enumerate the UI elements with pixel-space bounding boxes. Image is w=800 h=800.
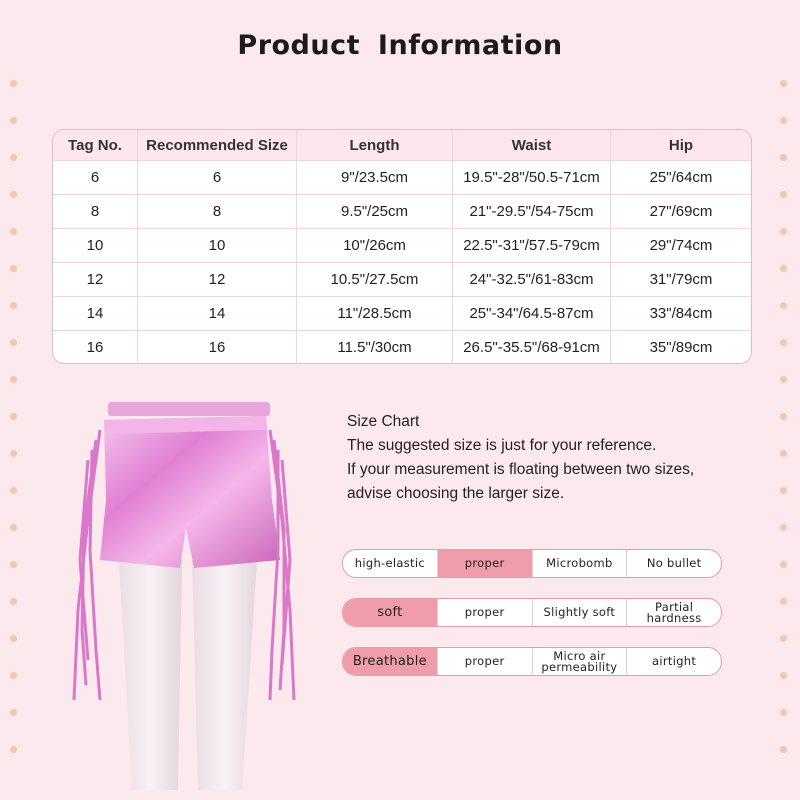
- dot: [780, 376, 787, 383]
- property-option: soft: [343, 599, 438, 626]
- dot: [10, 524, 17, 531]
- cell-length: 11"/28.5cm: [297, 297, 453, 331]
- cell-recommended-size: 8: [138, 195, 297, 229]
- dot: [780, 635, 787, 642]
- cell-tag-no: 8: [53, 195, 138, 229]
- dot: [10, 191, 17, 198]
- property-option: proper: [438, 599, 533, 626]
- property-option: No bullet: [646, 556, 702, 570]
- property-option: high-elastic: [343, 550, 438, 577]
- cell-recommended-size: 12: [138, 263, 297, 297]
- decorative-dots-left: [10, 80, 20, 780]
- cell-length: 10.5"/27.5cm: [297, 263, 453, 297]
- cell-waist: 26.5"-35.5"/68-91cm: [453, 331, 611, 365]
- cell-waist: 19.5"-28"/50.5-71cm: [453, 161, 611, 195]
- size-notes: [347, 410, 747, 506]
- dot: [10, 450, 17, 457]
- right-fringe: [270, 430, 294, 700]
- dot: [780, 117, 787, 124]
- dot: [10, 635, 17, 642]
- dot: [10, 487, 17, 494]
- dot: [10, 746, 17, 753]
- cell-hip: 35"/89cm: [649, 339, 713, 356]
- property-option: Microbomb: [533, 550, 628, 577]
- dot: [780, 487, 787, 494]
- dot: [10, 154, 17, 161]
- property-row: [342, 647, 722, 676]
- table-row: [53, 263, 751, 297]
- header-hip: Hip: [611, 130, 752, 161]
- dot: [780, 80, 787, 87]
- table-row: [53, 331, 751, 365]
- header-tag-no: Tag No.: [53, 130, 138, 161]
- table-row: [53, 195, 751, 229]
- shorts: [100, 416, 280, 568]
- property-option: Slightly soft: [533, 599, 628, 626]
- notes-line-2: If your measurement is floating between two sizes,: [347, 461, 695, 478]
- dot: [780, 450, 787, 457]
- cell-length: 10"/26cm: [297, 229, 453, 263]
- table-row: [53, 161, 751, 195]
- dot: [780, 672, 787, 679]
- dot: [780, 228, 787, 235]
- header-recommended-size: Recommended Size: [138, 130, 297, 161]
- header-length: Length: [297, 130, 453, 161]
- dot: [10, 413, 17, 420]
- dot: [780, 561, 787, 568]
- notes-line-1: The suggested size is just for your reference.: [347, 437, 657, 454]
- dot: [10, 80, 17, 87]
- cell-tag-no: 10: [53, 229, 138, 263]
- dot: [10, 228, 17, 235]
- cell-waist: 25"-34"/64.5-87cm: [453, 297, 611, 331]
- cell-recommended-size: 16: [138, 331, 297, 365]
- dot: [780, 709, 787, 716]
- cell-tag-no: 12: [53, 263, 138, 297]
- property-row: [342, 549, 722, 578]
- cell-length: 9.5"/25cm: [297, 195, 453, 229]
- cell-hip: 31"/79cm: [611, 263, 752, 297]
- property-option: Micro air permeability: [533, 648, 628, 675]
- cell-hip: 25"/64cm: [611, 161, 752, 195]
- dot: [10, 117, 17, 124]
- notes-line-3: advise choosing the larger size.: [347, 485, 565, 502]
- dot: [780, 524, 787, 531]
- dot: [10, 265, 17, 272]
- cell-hip: 33"/84cm: [611, 297, 752, 331]
- cell-tag-no: 6: [53, 161, 138, 195]
- cell-tag-no: 14: [53, 297, 138, 331]
- property-option: Partial hardness: [646, 599, 702, 625]
- dot: [780, 339, 787, 346]
- notes-heading: Size Chart: [347, 413, 420, 430]
- cell-waist: 22.5"-31"/57.5-79cm: [453, 229, 611, 263]
- dot: [780, 265, 787, 272]
- dot: [780, 154, 787, 161]
- dot: [10, 598, 17, 605]
- cell-hip: 27"/69cm: [611, 195, 752, 229]
- dot: [780, 191, 787, 198]
- cell-recommended-size: 14: [138, 297, 297, 331]
- size-table: [52, 129, 752, 364]
- cell-length: 11.5"/30cm: [297, 331, 453, 365]
- dot: [10, 302, 17, 309]
- dot: [10, 339, 17, 346]
- property-option: proper: [438, 550, 533, 577]
- decorative-dots-right: [780, 80, 790, 780]
- dot: [780, 598, 787, 605]
- product-photo: [70, 400, 300, 790]
- cell-waist: 21"-29.5"/54-75cm: [453, 195, 611, 229]
- dot: [780, 413, 787, 420]
- cell-hip: 29"/74cm: [611, 229, 752, 263]
- table-header-row: [53, 130, 751, 161]
- property-row: [342, 598, 722, 627]
- dot: [10, 376, 17, 383]
- table-row: [53, 297, 751, 331]
- cell-recommended-size: 6: [138, 161, 297, 195]
- cell-tag-no: 16: [53, 331, 138, 365]
- property-option: Breathable: [343, 648, 438, 675]
- dot: [10, 672, 17, 679]
- dot: [780, 746, 787, 753]
- left-leg: [118, 545, 182, 790]
- left-fringe: [74, 430, 100, 700]
- property-option: airtight: [652, 654, 697, 668]
- page-title: Product Information: [237, 30, 563, 61]
- cell-length: 9"/23.5cm: [297, 161, 453, 195]
- property-option: proper: [438, 648, 533, 675]
- dot: [10, 561, 17, 568]
- right-leg: [192, 545, 258, 790]
- table-row: [53, 229, 751, 263]
- cell-waist: 24"-32.5"/61-83cm: [453, 263, 611, 297]
- dot: [10, 709, 17, 716]
- cell-recommended-size: 10: [138, 229, 297, 263]
- header-waist: Waist: [453, 130, 611, 161]
- top-hem: [108, 402, 270, 416]
- dot: [780, 302, 787, 309]
